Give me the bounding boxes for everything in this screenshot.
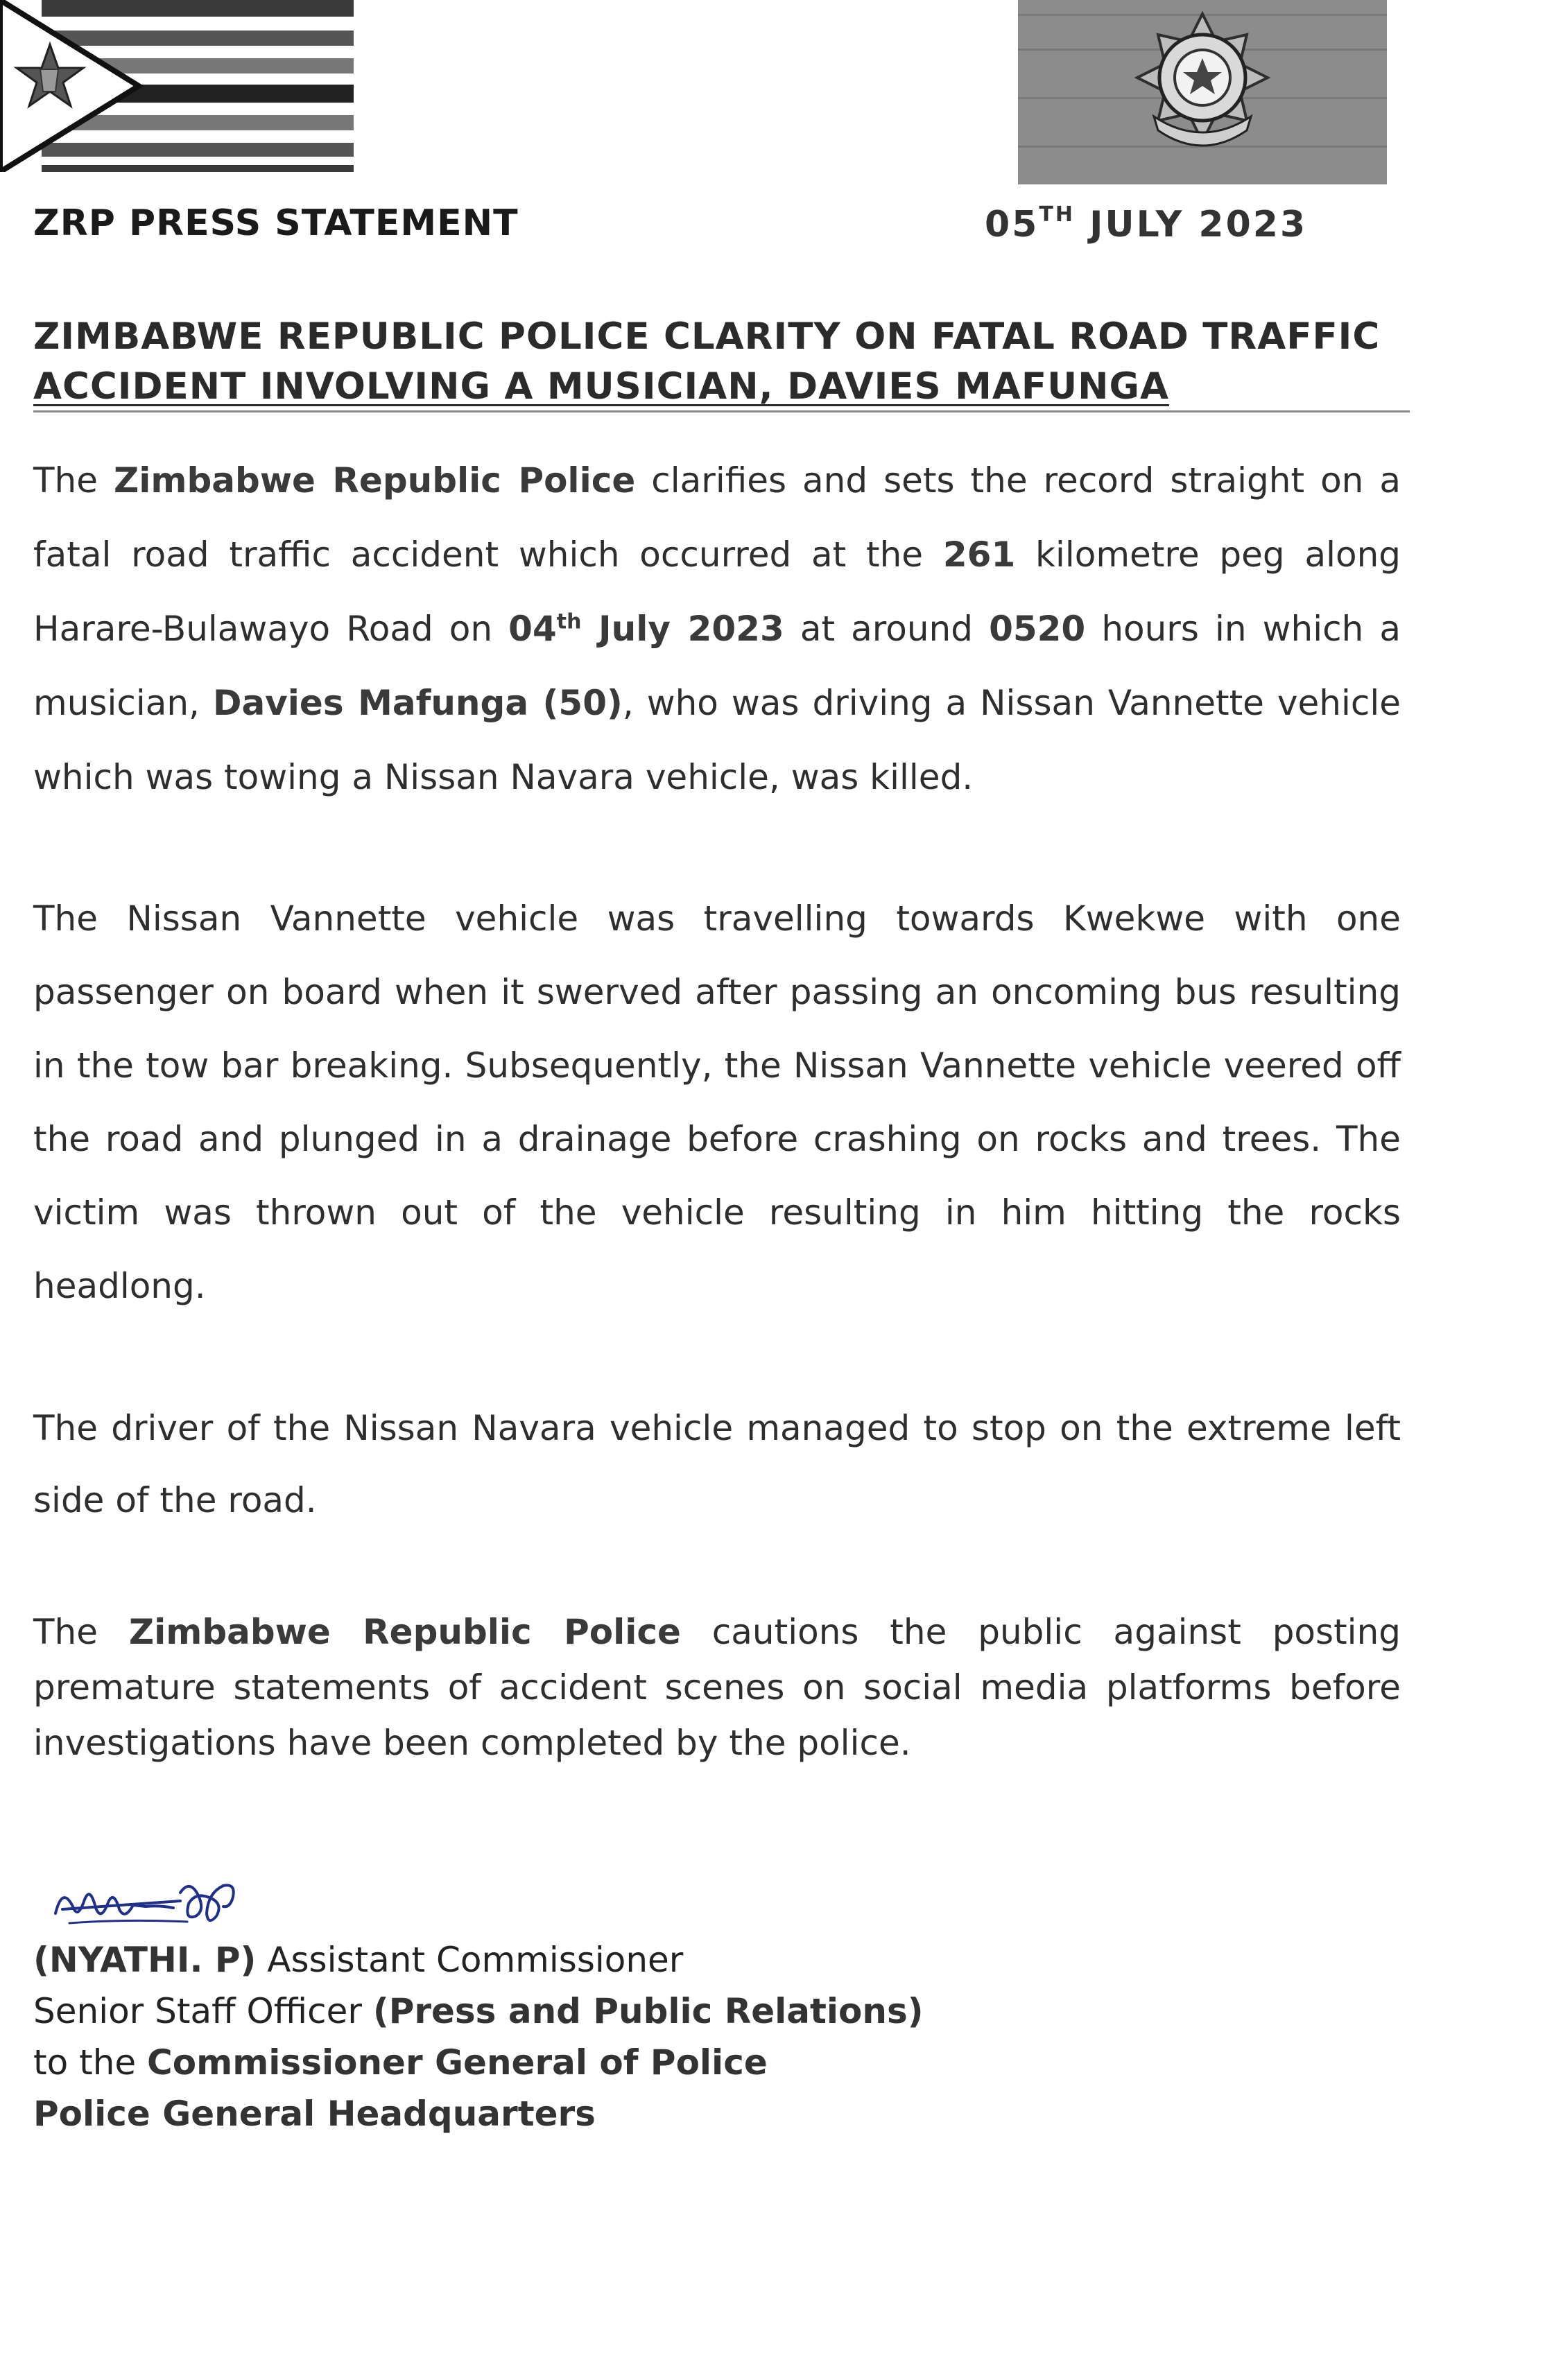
text: clarifies and sets the record straight on a fatal road traffic accident which occurred at the	[33, 460, 1401, 575]
accident-date-suffix: th	[556, 609, 582, 634]
signature-block	[33, 1934, 924, 2139]
commissioner-general: Commissioner General of Police	[147, 2042, 768, 2083]
date-suffix: TH	[1039, 202, 1075, 227]
org-name: Zimbabwe Republic Police	[128, 1612, 681, 1652]
headline	[33, 312, 1420, 412]
accident-date-day: 04	[508, 609, 557, 649]
kilometre-peg: 261	[942, 535, 1016, 575]
victim-name: Davies Mafunga (50)	[212, 683, 623, 723]
statement-title: ZRP PRESS STATEMENT	[33, 202, 519, 244]
signatory-name: (NYATHI. P)	[33, 1940, 257, 1980]
org-name: Zimbabwe Republic Police	[114, 460, 636, 501]
text: hours in which a musician,	[33, 609, 1401, 723]
headquarters: Police General Headquarters	[33, 2094, 596, 2134]
text: The	[33, 1612, 129, 1652]
paragraph-4	[33, 1604, 1401, 1771]
signatory-office: (Press and Public Relations)	[372, 1991, 924, 2031]
text: , who was driving a Nissan Vannette vehicle which was towing a Nissan Navara vehicle, was killed.	[33, 683, 1401, 797]
signatory-line-2	[33, 1986, 924, 2037]
accident-date	[508, 609, 784, 649]
text: to the	[33, 2042, 148, 2083]
paragraph-2: The Nissan Vannette vehicle was travelling towards Kwekwe with one passenger on board when it swerved after passing an oncoming bus resulting in the tow bar breaking. Subsequently, the Nissan Vannette vehicle veered off the road and plunged in a drainage before crashing on rocks and trees. The victim was thrown out of the vehicle resulting in him hitting the rocks headlong.	[33, 898, 1401, 1306]
signatory-line-4	[33, 2088, 924, 2139]
paragraph-1: The Zimbabwe Republic Police clarifies and sets the record straight on a fatal road traffic accident which occurred at the 261 kilometre peg along Harare-Bulawayo Road on 04th July 2023 at around 0520 hours in which a musician, Davies Mafunga (50), who was driving a Nissan Vannette vehicle which was towing a Nissan Navara vehicle, was killed.	[33, 460, 1401, 797]
signatory-line-3	[33, 2037, 924, 2088]
text: Senior Staff Officer	[33, 1991, 373, 2031]
divider	[33, 410, 1410, 412]
accident-date-rest: July 2023	[581, 609, 784, 649]
accident-time: 0520	[989, 609, 1086, 649]
text: kilometre peg along Harare-Bulawayo Road on	[33, 535, 1401, 649]
text: at around	[784, 609, 990, 649]
paragraph-3: The driver of the Nissan Navara vehicle managed to stop on the extreme left side of the road.	[33, 1408, 1401, 1520]
text: cautions the public against posting premature statements of accident scenes on social media platforms before investigations have been completed by the police.	[33, 1612, 1401, 1763]
zimbabwe-flag-icon	[0, 0, 354, 172]
signatory-line-1	[33, 1934, 924, 1986]
signatory-rank: Assistant Commissioner	[256, 1940, 684, 1980]
headline-line-1: ZIMBABWE REPUBLIC POLICE CLARITY ON FATAL ROAD TRAFFIC	[33, 315, 1381, 358]
date-rest: JULY 2023	[1089, 204, 1308, 245]
statement-date	[985, 202, 1307, 245]
headline-line-2: ACCIDENT INVOLVING A MUSICIAN, DAVIES MAFUNGA	[33, 365, 1170, 408]
date-day: 05	[985, 204, 1039, 245]
zrp-emblem-icon	[1018, 0, 1387, 184]
